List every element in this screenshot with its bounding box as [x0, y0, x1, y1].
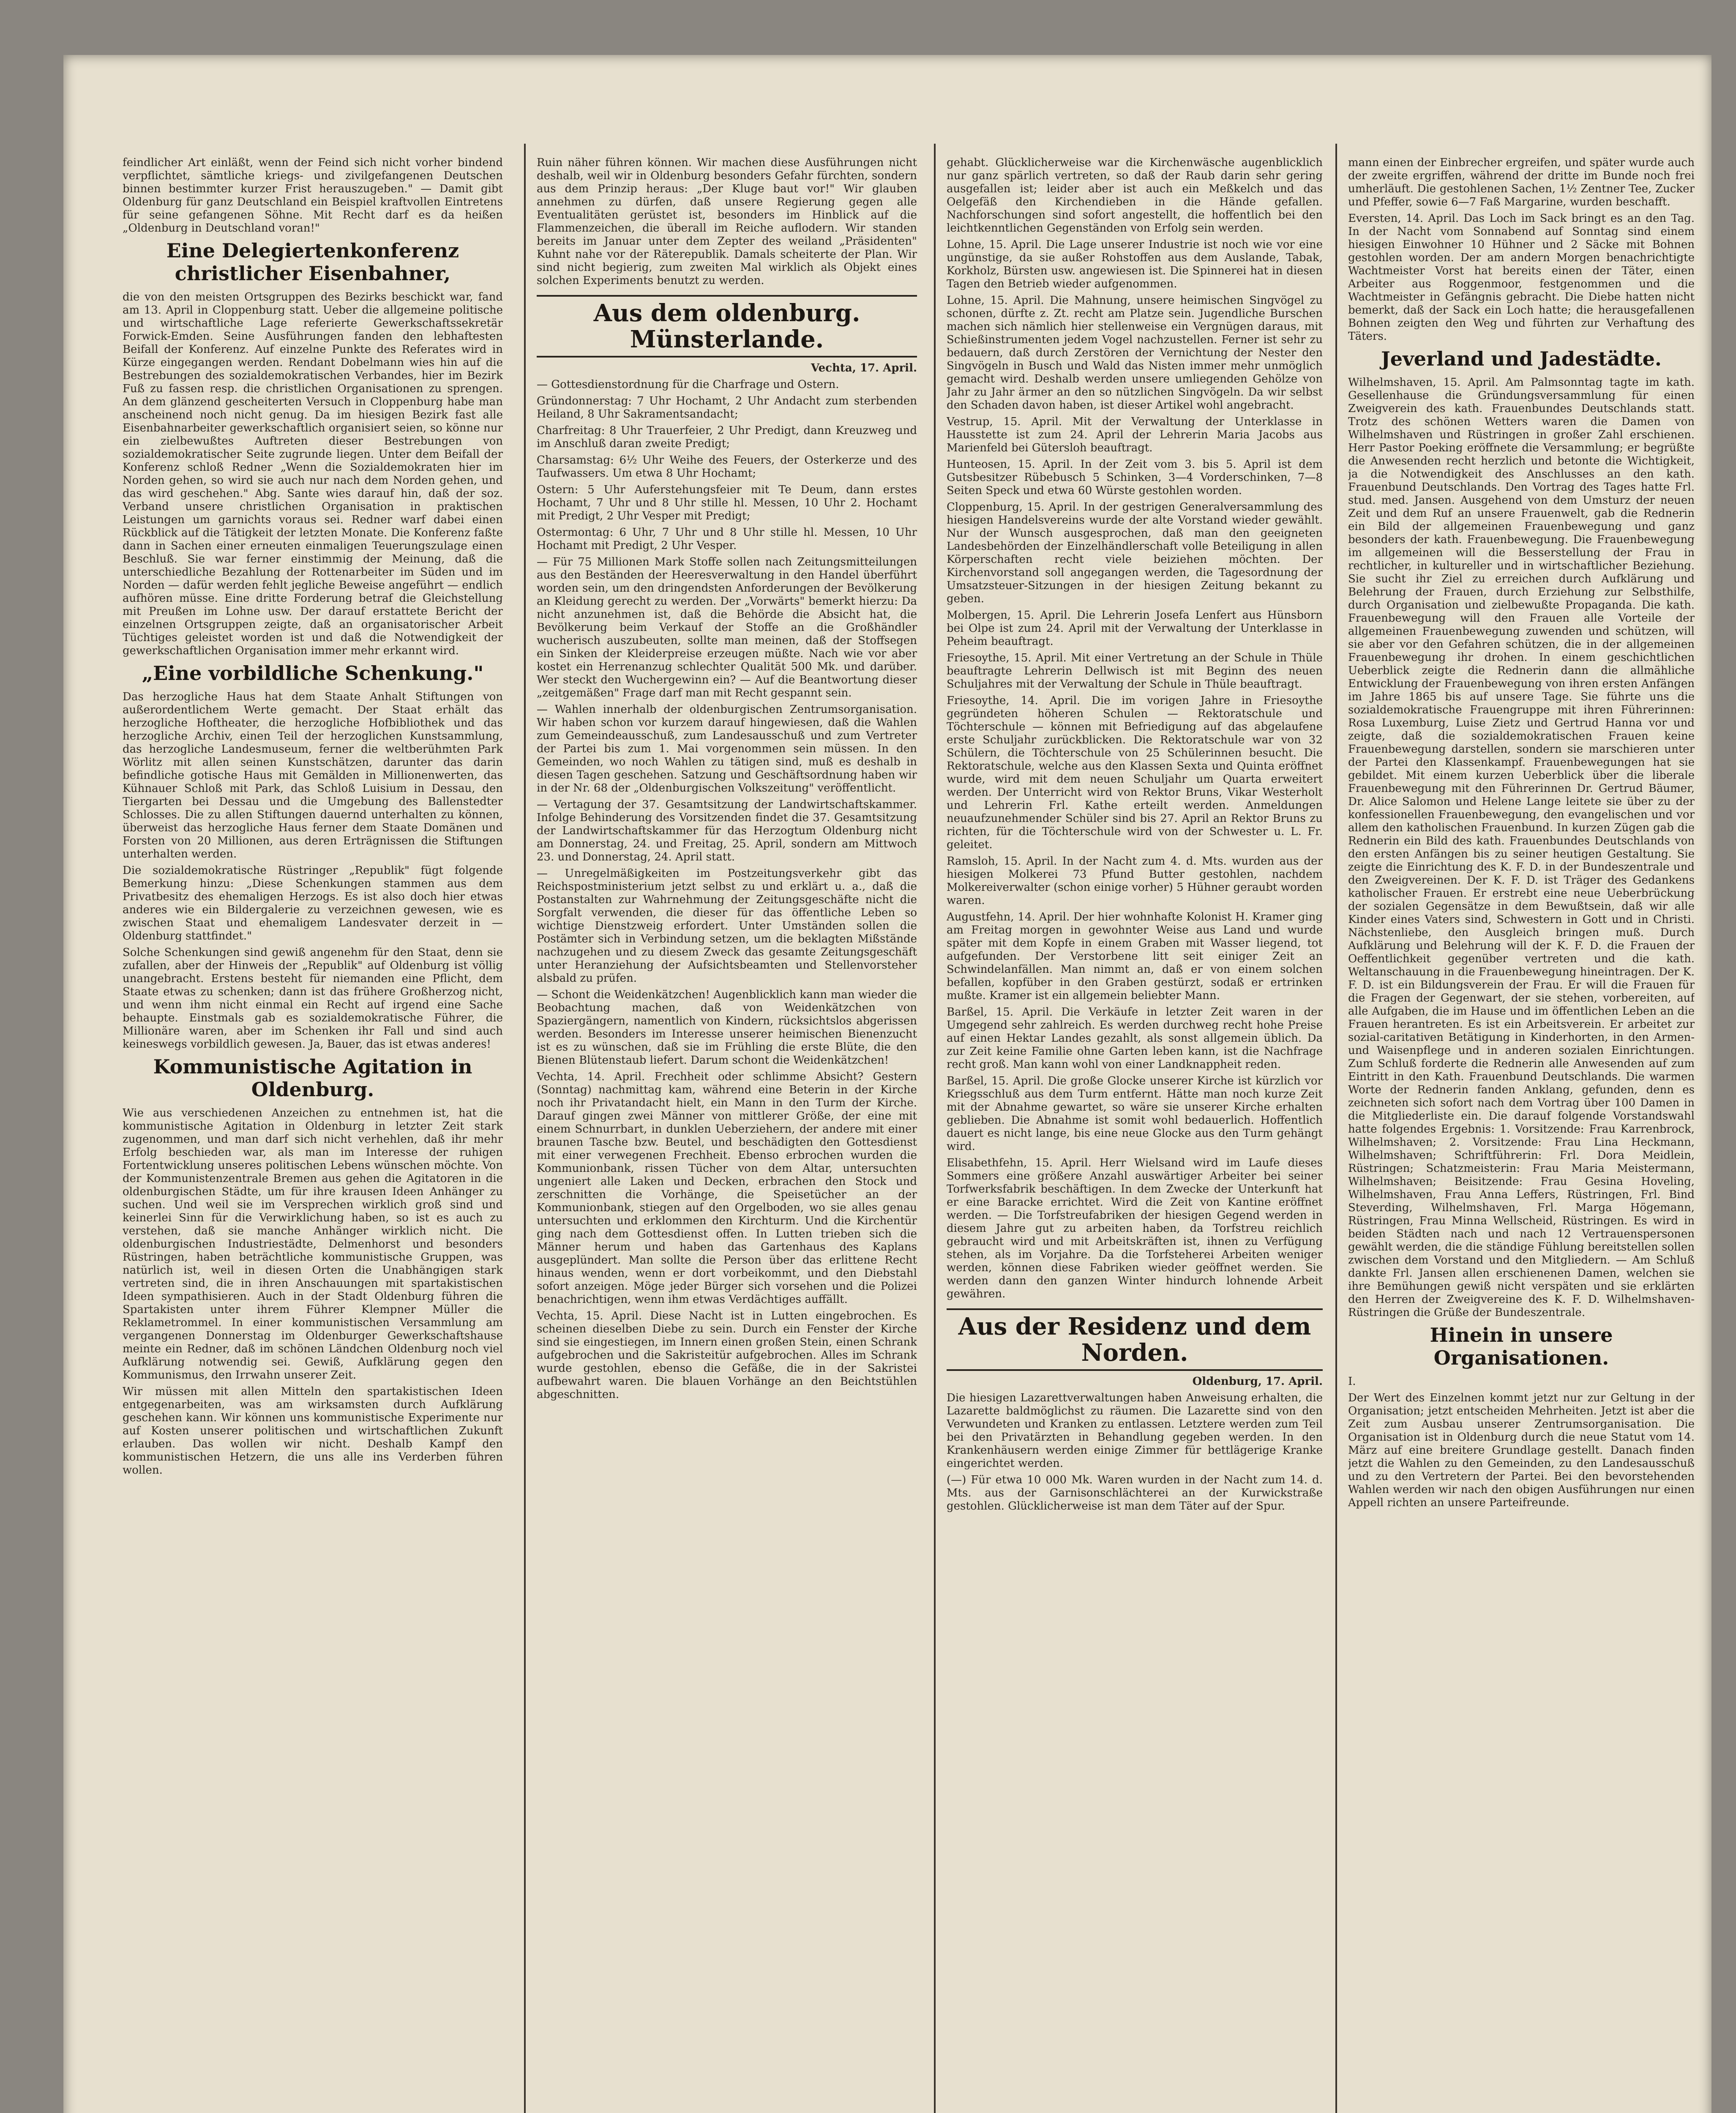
article-headline: Jeverland und Jadestädte. — [1381, 347, 1662, 370]
article-paragraph: Augustfehn, 14. April. Der hier wohnhafte Kolonist H. Kramer ging am Freitag morgen in gewohnter Weise aus Land und wurde später mit dem Kopfe in einem Graben mit Wasser liegend, tot aufgefunden. Der Verstorbene litt seit einiger Zeit an Schwindelanfällen. Man nimmt an, daß er von einem solchen befallen, kopfüber in den Graben gestürzt, sodaß er ertrinken mußte. Kramer ist ein allgemein beliebter Mann. — [947, 911, 1323, 1002]
article-paragraph: Lohne, 15. April. Die Lage unserer Industrie ist noch wie vor eine ungünstige, da sie außer Rohstoffen aus dem Auslande, Tabak, Korkholz, Bürsten usw. angewiesen ist. Die Spinnerei hat in diesen Tagen den Betrieb wieder aufgenommen. — [947, 238, 1323, 290]
article-paragraph: Ramsloh, 15. April. In der Nacht zum 4. d. Mts. wurden aus der hiesigen Molkerei 73 Pfund Butter gestohlen, nachdem Molkereiverwalter (schon einige vorher) 5 Hühner geraubt worden waren. — [947, 855, 1323, 907]
column-4 — [1348, 156, 1695, 2113]
article-paragraph: Barßel, 15. April. Die Verkäufe in letzter Zeit waren in der Umgegend sehr zahlreich. Es werden durchweg recht hohe Preise auf einen Hektar Landes gezahlt, als sonst allgemein üblich. Da zur Zeit keine Familie ohne Garten leben kann, ist die Nachfrage recht groß. Man kann wohl von einer Landknappheit reden. — [947, 1006, 1323, 1071]
article-paragraph: (—) Für etwa 10 000 Mk. Waren wurden in der Nacht zum 14. d. Mts. aus der Garnisonschlächterei an der Kurwickstraße gestohlen. Glücklicherweise ist man dem Täter auf der Spur. — [947, 1474, 1323, 1512]
article-paragraph: Vechta, 14. April. Frechheit oder schlimme Absicht? Gestern (Sonntag) nachmittag kam, während eine Beterin in der Kirche noch ihr Privatandacht hielt, ein Mann in den Turm der Kirche. Darauf gingen zwei Männer von mittlerer Größe, der eine mit einem Schnurrbart, in dunklen Ueberziehern, der andere mit einer braunen Tasche bzw. Beutel, und beschädigten den Gottesdienst mit einer verwegenen Frechheit. Ebenso erbrochen wurden die Kommunionbank, rissen Tücher von dem Altar, untersuchten ungeniert alle Laken und Decken, erbrachen den Stock und zerschnitten die Vorhänge, die Speisetücher an der Kommunionbank, stiegen auf den Orgelboden, wo sie alles genau untersuchten und erklommen den Kirchturm. Und die Kirchentür ging nach dem Gottesdienst offen. In Lutten trieben sich die Männer herum und haben das Gartenhaus des Kaplans ausgeplündert. Man sollte die Person über das erlittene Recht hinaus wenden, wenn er dort vorbeikommt, und den Diebstahl sofort anzeigen. Möge jeder Bürger sich vorsehen und die Polizei benachrichtigen, wenn ihm etwas Verdächtiges auffällt. — [537, 1070, 917, 1306]
article-headline: Hinein in unsere Organisationen. — [1430, 1324, 1613, 1369]
dateline: Vechta, 17. April. — [811, 362, 917, 374]
article-headline: Kommunistische Agitation in Oldenburg. — [153, 1055, 472, 1101]
article-paragraph: Cloppenburg, 15. April. In der gestrigen Generalversammlung des hiesigen Handelsvereins wurde der alte Vorstand wieder gewählt. Nur der Wunsch ausgesprochen, daß man den geeigneten Landesbehörden der Einzelhändlerschaft volle Beteiligung in allen Körperschaften recht viele beiziehen möchten. Der Kirchenvorstand soll angegangen werden, die Tagesordnung der Umsatzsteuer-Sitzungen in der hiesigen Zeitung bekannt zu geben. — [947, 501, 1323, 605]
article-headline: „Eine vorbildliche Schenkung." — [142, 662, 484, 685]
article-paragraph: die von den meisten Ortsgruppen des Bezirks beschickt war, fand am 13. April in Cloppenburg statt. Ueber die allgemeine politische und wirtschaftliche Lage referierte Gewerkschaftssekretär Forwick-Emden. Seine Ausführungen fanden den lebhaftesten Beifall der Konferenz. Auf einzelne Punkte des Referates wird in Kürze eingegangen werden. Rendant Dobelmann wies hin auf die Bestrebungen des sozialdemokratischen Verbandes, hier im Bezirk Fuß zu fassen resp. die christlichen Organisationen zu sprengen. An dem glänzend gescheiterten Versuch in Cloppenburg habe man anscheinend noch nicht genug. Da im hiesigen Bezirk fast alle Eisenbahnarbeiter gewerkschaftlich organisiert seien, so könne nur ein zielbewußtes Auftreten dieser Bestrebungen von sozialdemokratischer Seite zugrunde liegen. Unter dem Beifall der Konferenz schloß Redner „Wenn die Sozialdemokraten hier im Norden gehen, so wird sie auch nur nach dem Norden gehen, und das wird geschehen." Abg. Sante wies darauf hin, daß der soz. Verband unsere christlichen Organisation in praktischen Leistungen um garnichts voraus sei. Redner warf dabei einen Rückblick auf die Tätigkeit der letzten Monate. Die Konferenz faßte dann in Sachen einer erneuten einmaligen Teuerungszulage einen Beschluß. Sie war ferner einstimmig der Meinung, daß die unterschiedliche Bezahlung der Rottenarbeiter im Süden und im Norden — dafür werden fehlt jegliche Beweise angeführt — endlich aufhören müsse. Eine dritte Forderung betraf die Gleichstellung mit Preußen im Lohne usw. Der darauf erstattete Bericht der einzelnen Ortsgruppen zeigte, daß an organisatorischer Arbeit Tüchtiges geleistet worden ist und daß die Notwendigkeit der gewerkschaftlichen Organisation immer mehr erkannt wird. — [123, 291, 503, 657]
article-paragraph: I. — [1348, 1375, 1356, 1388]
article-paragraph: Eversten, 14. April. Das Loch im Sack bringt es an den Tag. In der Nacht vom Sonnabend auf Sonntag sind einem hiesigen Einwohner 10 Hühner und 2 Säcke mit Bohnen gestohlen worden. Der am andern Morgen benachrichtigte Wachtmeister Vorst hat bereits einen der Täter, einen Arbeiter aus Roggenmoor, festgenommen und die Wachtmeister in Gefängnis gebracht. Die Diebe hatten nicht bemerkt, daß der Sack ein Loch hatte; die herausgefallenen Bohnen zeigten den Weg und führten zur Verhaftung des Täters. — [1348, 212, 1695, 343]
newspaper-page — [63, 55, 1711, 2113]
article-paragraph: Hunteosen, 15. April. In der Zeit vom 3. bis 5. April ist dem Gutsbesitzer Rübebusch 5 Schinken, 3—4 Vorderschinken, 7—8 Seiten Speck und etwa 60 Würste gestohlen worden. — [947, 458, 1323, 497]
article-paragraph: Der Wert des Einzelnen kommt jetzt nur zur Geltung in der Organisation; jetzt entscheiden Mehrheiten. Jetzt ist aber die Zeit zum Ausbau unserer Zentrumsorganisation. Die Organisation ist in Oldenburg durch die neue Statut vom 14. März auf eine breitere Grundlage gestellt. Danach finden jetzt die Wahlen zu den Gemeinden, zu den Landesausschuß und zu den Vertretern der Partei. Bei den bevorstehenden Wahlen werden wir nach den obigen Ausführungen nur einen Appell richten an unsere Parteifreunde. — [1348, 1392, 1695, 1509]
article-paragraph: Wilhelmshaven, 15. April. Am Palmsonntag tagte im kath. Gesellenhause die Gründungsversammlung für einen Zweigverein des kath. Frauenbundes Deutschlands statt. Trotz des schönen Wetters waren die Damen von Wilhelmshaven und Rüstringen in großer Zahl erschienen. Herr Pastor Poeking eröffnete die Versammlung; er begrüßte die Anwesenden recht herzlich und betonte die Wichtigkeit, ja die Notwendigkeit des Anschlusses an den kath. Frauenbund Deutschlands. Den Vortrag des Tages hatte Frl. stud. med. Jansen. Ausgehend von dem Umsturz der neuen Zeit und dem Ruf an unsere Frauenwelt, gab die Rednerin ein Bild der allgemeinen Frauenbewegung und ganz besonders der kath. Frauenbewegung. Die Frauenbewegung im allgemeinen will die Besserstellung der Frau in rechtlicher, in kultureller und in wirtschaftlicher Beziehung. Sie sucht ihr Ziel zu erreichen durch Aufklärung und Belehrung der Frauen, durch Erziehung zur Selbsthilfe, durch Organisation und zielbewußte Propaganda. Die kath. Frauenbewegung will den Frauen alle Vorteile der allgemeinen Frauenbewegung zuwenden und schützen, will sie aber vor den Gefahren schützen, die in der allgemeinen Frauenbewegung ihr drohen. In einem geschichtlichen Ueberblick zeigte die Rednerin dann die allmähliche Entwicklung der Frauenbewegung von ihren ersten Anfängen im Jahre 1865 bis auf unsere Tage. Sie führte uns die sozialdemokratische Frauengruppe mit ihren Führerinnen: Rosa Luxemburg, Luise Zietz und Gertrud Hanna vor und zeigte, daß die sozialdemokratischen Frauen keine Frauenbewegung darstellen, sondern sie marschieren unter der Partei den Klassenkampf. Frauenbewegungen hat sie gebildet. Mit einem kurzen Ueberblick über die liberale Frauenbewegung mit den Führerinnen Dr. Gertrud Bäumer, Dr. Alice Salomon und Helene Lange leitete sie über zu der konfessionellen Frauenbewegung, den evangelischen und vor allem den katholischen Frauenbund. In kurzen Zügen gab die Rednerin ein Bild des kath. Frauenbundes Deutschlands von den ersten Anfängen bis zu seiner heutigen Gestaltung. Sie zeigte die Einrichtung des K. F. D. in der Bundeszentrale und den Zweigvereinen. Der K. F. D. ist Träger des Gedankens katholischer Frauen. Er erstrebt eine neue Ueberbrückung der sozialen Gegensätze in dem Bewußtsein, daß wir alle Kinder eines Vaters sind, Schwestern in Gott und in Christi. Nächstenliebe, den Ausgleich bringen muß. Durch Aufklärung und Belehrung will der K. F. D. die Frauen der Oeffentlichkeit gegenüber vertreten und die kath. Weltanschauung in die Frauenbewegung hineintragen. Der K. F. D. ist ein Bildungsverein der Frau. Er will die Frauen für die Fragen der Gegenwart, der sie stehen, vorbereiten, auf alle Aufgaben, die im Hause und im öffentlichen Leben an die Frauen herantreten. Es ist ein Arbeitsverein. Er arbeitet zur sozial-caritativen Betätigung in Kinderhorten, in den Armen- und Waisenpflege und in anderen sozialen Einrichtungen. Zum Schluß forderte die Rednerin alle Anwesenden auf zum Eintritt in den Kath. Frauenbund Deutschlands. Die warmen Worte der Rednerin fanden Anklang, gefunden, denn es zeichneten sich sofort nach dem Vortrag über 100 Damen in die Mitgliederliste ein. Die darauf folgende Vorstandswahl hatte folgendes Ergebnis: 1. Vorsitzende: Frau Karrenbrock, Wilhelmshaven; 2. Vorsitzende: Frau Lina Heckmann, Wilhelmshaven; Schriftführerin: Frl. Dora Meidlein, Rüstringen; Schatzmeisterin: Frau Maria Meistermann, Wilhelmshaven; Beisitzende: Frau Gesina Hoveling, Wilhelmshaven, Frau Anna Leffers, Rüstringen, Frl. Bind Steverding, Wilhelmshaven, Frl. Marga Högemann, Rüstringen, Frau Minna Wellscheid, Rüstringen. Es wird in beiden Städten nach und nach 12 Vertrauenspersonen gewählt werden, die die ständige Fühlung bereitstellen sollen zwischen dem Vorstand und den Mitgliedern. — Am Schluß dankte Frl. Jansen allen erschienenen Damen, welchen sie ihre Bemühungen gewiß nicht verspäten und sie erklärten den Herren der Zweigvereine des K. F. D. Wilhelmshaven-Rüstringen die Grüße der Bundeszentrale. — [1348, 376, 1695, 1319]
article-paragraph: gehabt. Glücklicherweise war die Kirchenwäsche augenblicklich nur ganz spärlich vertreten, so daß der Raub darin sehr gering ausgefallen ist; leider aber ist auch ein Meßkelch und das Oelgefäß den Kirchendieben in die Hände gefallen. Nachforschungen sind sofort angestellt, die hoffentlich bei den leichtkenntlichen Gegenständen von Erfolg sein werden. — [947, 156, 1323, 235]
column-divider — [524, 144, 526, 2113]
article-paragraph: Die sozialdemokratische Rüstringer „Republik" fügt folgende Bemerkung hinzu: „Diese Schenkungen stammen aus dem Privatbesitz des ehemaligen Herzogs. Es ist also doch hier etwas anderes wie ein Bildergalerie zu verzeichnen gewesen, wie es zwischen Staat und ehemaligem Landesvater derzeit in — Oldenburg stattfindet." — [123, 864, 503, 942]
article-paragraph: Ostermontag: 6 Uhr, 7 Uhr und 8 Uhr stille hl. Messen, 10 Uhr Hochamt mit Predigt, 2 Uhr Vesper. — [537, 526, 917, 552]
article-paragraph: Friesoythe, 15. April. Mit einer Vertretung an der Schule in Thüle beauftragte Lehrerin Dellwisch ist mit Beginn des neuen Schuljahres mit der Verwaltung der Schule in Thüle beauftragt. — [947, 652, 1323, 691]
article-paragraph: Elisabethfehn, 15. April. Herr Wielsand wird im Laufe dieses Sommers eine größere Anzahl auswärtiger Arbeiter bei seiner Torfwerksfabrik beschäftigen. In dem Zwecke der Unterkunft hat er eine Baracke errichtet. Wird die Zeit von Kantine eröffnet werden. — Die Torfstreufabriken der hiesigen Gegend werden in diesem Jahre gut zu arbeiten haben, da Torfstreu reichlich gebraucht wird und mit Arbeitskräften ist, ihnen zu Verfügung stehen, als im Vorjahre. Da die Torfsteherei Arbeiten weniger werden, können diese Fabriken wieder geöffnet werden. Sie werden dann den ganzen Winter hindurch lohnende Arbeit gewähren. — [947, 1157, 1323, 1300]
article-paragraph: Charsamstag: 6½ Uhr Weihe des Feuers, der Osterkerze und des Taufwassers. Um etwa 8 Uhr Hochamt; — [537, 454, 917, 480]
article-paragraph: — Vertagung der 37. Gesamtsitzung der Landwirtschaftskammer. Infolge Behinderung des Vorsitzenden findet die 37. Gesamtsitzung der Landwirtschaftskammer für das Herzogtum Oldenburg nicht am Donnerstag, 24. und Freitag, 25. April, sondern am Mittwoch 23. und Donnerstag, 24. April statt. — [537, 798, 917, 863]
article-paragraph: — Wahlen innerhalb der oldenburgischen Zentrumsorganisation. Wir haben schon vor kurzem darauf hingewiesen, daß die Wahlen zum Gemeindeausschuß, zum Landesausschuß und zum Vertreter der Partei bis zum 1. Mai vorgenommen sein müssen. In den Gemeinden, wo noch Wahlen zu tätigen sind, muß es deshalb in diesen Tagen geschehen. Satzung und Geschäftsordnung haben wir in der Nr. 68 der „Oldenburgischen Volkszeitung" veröffentlicht. — [537, 703, 917, 794]
article-paragraph: Gründonnerstag: 7 Uhr Hochamt, 2 Uhr Andacht zum sterbenden Heiland, 8 Uhr Sakramentsandacht; — [537, 395, 917, 420]
article-paragraph: mann einen der Einbrecher ergreifen, und später wurde auch der zweite ergriffen, während der dritte im Bunde noch frei umherläuft. Die gestohlenen Sachen, 1½ Zentner Tee, Zucker und Pfeffer, sowie 6—7 Faß Margarine, wurden beschafft. — [1348, 156, 1695, 208]
article-paragraph: Molbergen, 15. April. Die Lehrerin Josefa Lenfert aus Hünsborn bei Olpe ist zum 24. April mit der Verwaltung der Unterklasse in Peheim beauftragt. — [947, 609, 1323, 648]
article-headline: Eine Delegiertenkonferenz christlicher Eisenbahner, — [166, 239, 459, 285]
section-heading: Aus der Residenz und dem Norden. — [947, 1308, 1323, 1371]
article-paragraph: Vechta, 15. April. Diese Nacht ist in Lutten eingebrochen. Es scheinen dieselben Diebe zu sein. Durch ein Fenster der Kirche sind sie eingestiegen, im Innern einen großen Stein, einen Schrank aufgebrochen und die Sakristeitür aufgebrochen. Alles im Schrank wurde gestohlen, ebenso die Gefäße, die in der Sakristei aufbewahrt waren. Die blauen Vorhänge an den Beichtstühlen abgeschnitten. — [537, 1310, 917, 1401]
section-heading: Aus dem oldenburg. Münsterlande. — [537, 295, 917, 358]
article-paragraph: Wie aus verschiedenen Anzeichen zu entnehmen ist, hat die kommunistische Agitation in Oldenburg in letzter Zeit stark zugenommen, und man darf sich nicht verhehlen, daß ihr mehr Erfolg beschieden war, als man im Interesse der ruhigen Fortentwicklung unseres politischen Lebens wünschen möchte. Von der Kommunistenzentrale Bremen aus gehen die Agitatoren in die oldenburgischen Städte, um für ihre krausen Ideen Anhänger zu suchen. Und weil sie im Versprechen wirklich groß sind und keinerlei Sinn für die Verwirklichung haben, so ist es auch zu verstehen, daß sie manche Anhänger wirklich nicht. Die oldenburgischen Industriestädte, Delmenhorst und besonders Rüstringen, haben beträchtliche kommunistische Gruppen, was natürlich ist, weil in diesen Orten die Unabhängigen stark vertreten sind, die in ihren Anschauungen mit spartakistischen Ideen sympathisieren. Auch in der Stadt Oldenburg führen die Spartakisten unter ihrem Führer Klempner Müller die Reklametrommel. In einer kommunistischen Versammlung am vergangenen Donnerstag im Oldenburger Gewerkschaftshause meinte ein Redner, daß im schönen Ländchen Oldenburg noch viel Aufklärung notwendig sei. Gewiß, Aufklärung gegen den Kommunismus, den Irrwahn unserer Zeit. — [123, 1107, 503, 1381]
article-paragraph: feindlicher Art einläßt, wenn der Feind sich nicht vorher bindend verpflichtet, sämtliche kriegs- und zivilgefangenen Deutschen binnen bestimmter kurzer Frist herauszugeben." — Damit gibt Oldenburg für ganz Deutschland ein Beispiel kraftvollen Eintretens für seine gefangenen Söhne. Mit Recht darf es da heißen „Oldenburg in Deutschland voran!" — [123, 156, 503, 235]
column-divider — [934, 144, 936, 2113]
article-paragraph: Charfreitag: 8 Uhr Trauerfeier, 2 Uhr Predigt, dann Kreuzweg und im Anschluß daran zweite Predigt; — [537, 424, 917, 450]
article-paragraph: Das herzogliche Haus hat dem Staate Anhalt Stiftungen von außerordentlichem Werte gemacht. Der Staat erhält das herzogliche Hoftheater, die herzogliche Hofbibliothek und das herzogliche Archiv, einen Teil der herzoglichen Kunstsammlung, das herzogliche Landesmuseum, ferner die weltberühmten Park Wörlitz mit allen seinen Kunstschätzen, darunter das darin befindliche gotische Haus mit Gemälden in Millionenwerten, das Kühnauer Schloß mit Park, das Schloß Luisium in Dessau, den Tiergarten bei Dessau und die Umgebung des Ballenstedter Schlosses. Die zu allen Stiftungen dauernd unterhalten zu können, überweist das herzogliche Haus ferner dem Staate Domänen und Forsten von 20 Millionen, aus deren Erträgnissen die Stiftungen unterhalten werden. — [123, 691, 503, 860]
article-paragraph: Vestrup, 15. April. Mit der Verwaltung der Unterklasse in Hausstette ist zum 24. April der Lehrerin Maria Jacobs aus Marienfeld bei Gütersloh beauftragt. — [947, 415, 1323, 454]
article-paragraph: Barßel, 15. April. Die große Glocke unserer Kirche ist kürzlich vor Kriegsschluß aus dem Turm entfernt. Hätte man noch kurze Zeit mit der Abnahme gewartet, so wäre sie unserer Kirche erhalten geblieben. Die Abnahme ist somit wohl bedauerlich. Hoffentlich dauert es nicht lange, bis eine neue Glocke aus den Turm gehängt wird. — [947, 1075, 1323, 1153]
column-3 — [947, 156, 1323, 2113]
article-paragraph: Die hiesigen Lazarettverwaltungen haben Anweisung erhalten, die Lazarette baldmöglichst zu räumen. Die Lazarette sind von den Verwundeten und Kranken zu entlassen. Letztere werden zum Teil bei den Privatärzten in Behandlung gegeben werden. In den Krankenhäusern werden einige Zimmer für bettlägerige Kranke eingerichtet werden. — [947, 1392, 1323, 1470]
article-paragraph: Solche Schenkungen sind gewiß angenehm für den Staat, denn sie zufallen, aber der Hinweis der „Republik" auf Oldenburg ist völlig unangebracht. Erstens besteht für niemanden eine Pflicht, dem Staate etwas zu schenken; dann ist das frühere Großherzog nicht, und wenn ihm nicht einmal ein Recht auf irgend eine Sache behaupte. Einstmals gab es sozialdemokratische Führer, die Millionäre waren, aber im Schenken ihr Fall und sind auch keineswegs vorbildlich gewesen. Ja, Bauer, das ist etwas anderes! — [123, 946, 503, 1051]
article-paragraph: — Unregelmäßigkeiten im Postzeitungsverkehr gibt das Reichspostministerium jetzt selbst zu und erklärt u. a., daß die Postanstalten zur Wahrnehmung der Zeitungsgeschäfte nicht die Sorgfalt verwenden, die dieser für das öffentliche Leben so wichtige Dienstzweig erfordert. Unter Umständen sollen die Postämter sich in Verbindung setzen, um die beklagten Mißstände nachzugehen und zu diesem Zweck das gesamte Zeitungsgeschäft unter Heranziehung der Aufsichtsbeamten und Stellenvorsteher alsbald zu prüfen. — [537, 867, 917, 985]
article-paragraph: — Gottesdienstordnung für die Charfrage und Ostern. — [537, 378, 839, 391]
article-paragraph: Friesoythe, 14. April. Die im vorigen Jahre in Friesoythe gegründeten höheren Schulen — Rektoratschule und Töchterschule — können mit Befriedigung auf das abgelaufene erste Schuljahr zurückblicken. Die Rektoratschule war von 32 Schülern, die Töchterschule von 25 Schülerinnen besucht. Die Rektoratschule, welche aus den Klassen Sexta und Quinta eröffnet wurde, wird mit dem neuen Schuljahr um Quarta erweitert werden. Der Unterricht wird von Rektor Bruns, Vikar Westerholt und Lehrerin Frl. Kathe erteilt werden. Anmeldungen neuaufzunehmender Schüler sind bis 27. April an Rektor Bruns zu richten, für die Töchterschule wird von der Schwester u. L. Fr. geleitet. — [947, 694, 1323, 851]
dateline: Oldenburg, 17. April. — [1192, 1375, 1323, 1388]
article-paragraph: Ostern: 5 Uhr Auferstehungsfeier mit Te Deum, dann erstes Hochamt, 7 Uhr und 8 Uhr stille hl. Messen, 10 Uhr 2. Hochamt mit Predigt, 2 Uhr Vesper mit Predigt; — [537, 483, 917, 522]
column-1 — [123, 156, 503, 2113]
article-paragraph: — Schont die Weidenkätzchen! Augenblicklich kann man wieder die Beobachtung machen, daß von Weidenkätzchen von Spaziergängern, namentlich von Kindern, rücksichtslos abgerissen werden. Besonders im Interesse unserer heimischen Bienenzucht ist es zu wünschen, daß sie im Frühling die erste Blüte, die den Bienen Blütenstaub liefert. Darum schont die Weidenkätzchen! — [537, 988, 917, 1067]
article-paragraph: Ruin näher führen können. Wir machen diese Ausführungen nicht deshalb, weil wir in Oldenburg besonders Gefahr fürchten, sondern aus dem Prinzip heraus: „Der Kluge baut vor!" Wir glauben annehmen zu dürfen, daß unsere Regierung gegen alle Eventualitäten gerüstet ist, besonders im Hinblick auf die Flammenzeichen, die überall im Reiche auflodern. Wir standen bereits im Januar unter dem Zepter des weiland „Präsidenten" Kuhnt nahe vor der Räterepublik. Damals scheiterte der Plan. Wir sind nicht begierig, zum zweiten Mal wirklich als Objekt eines solchen Experiments benutzt zu werden. — [537, 156, 917, 287]
article-paragraph: Lohne, 15. April. Die Mahnung, unsere heimischen Singvögel zu schonen, dürfte z. Zt. recht am Platze sein. Jugendliche Burschen machen sich nämlich hier stellenweise ein Vergnügen daraus, mit Schießinstrumenten jedem Vogel nachzustellen. Ferner ist sehr zu bedauern, daß durch Zerstören der Vernichtung der Nester den Singvögeln in Busch und Wald das Nisten immer mehr unmöglich gemacht wird. Deshalb werden unsere umliegenden Gehölze von Jahr zu Jahr ärmer an den so nützlichen Singvögeln. Da wir selbst den Schaden davon haben, ist dieser Artikel wohl angebracht. — [947, 294, 1323, 412]
column-2 — [537, 156, 917, 2113]
article-paragraph: — Für 75 Millionen Mark Stoffe sollen nach Zeitungsmitteilungen aus den Beständen der Heeresverwaltung in den Handel überführt worden sein, um den dringendsten Anforderungen der Bevölkerung an Kleidung gerecht zu werden. Der „Vorwärts" bemerkt hierzu: Da nicht anzunehmen ist, daß die Behörde die Absicht hat, die Bevölkerung beim Verkauf der Stoffe an die Großhändler wucherisch auszubeuten, sollte man meinen, daß der Stoffsegen ein Sinken der Kleiderpreise erzeugen müßte. Nach wie vor aber kostet ein Herrenanzug schlechter Qualität 500 Mk. und darüber. Wer steckt den Wuchergewinn ein? — Auf die Beantwortung dieser „zeitgemäßen" Frage darf man mit Recht gespannt sein. — [537, 556, 917, 699]
column-divider — [1335, 144, 1337, 2113]
article-paragraph: Wir müssen mit allen Mitteln den spartakistischen Ideen entgegenarbeiten, was am wirksamsten durch Aufklärung geschehen kann. Wir können uns kommunistische Experimente nur auf Kosten unserer politischen und wirtschaftlichen Zukunft erlauben. Das wollen wir nicht. Deshalb Kampf den kommunistischen Hetzern, die uns alle ins Verderben führen wollen. — [123, 1385, 503, 1477]
